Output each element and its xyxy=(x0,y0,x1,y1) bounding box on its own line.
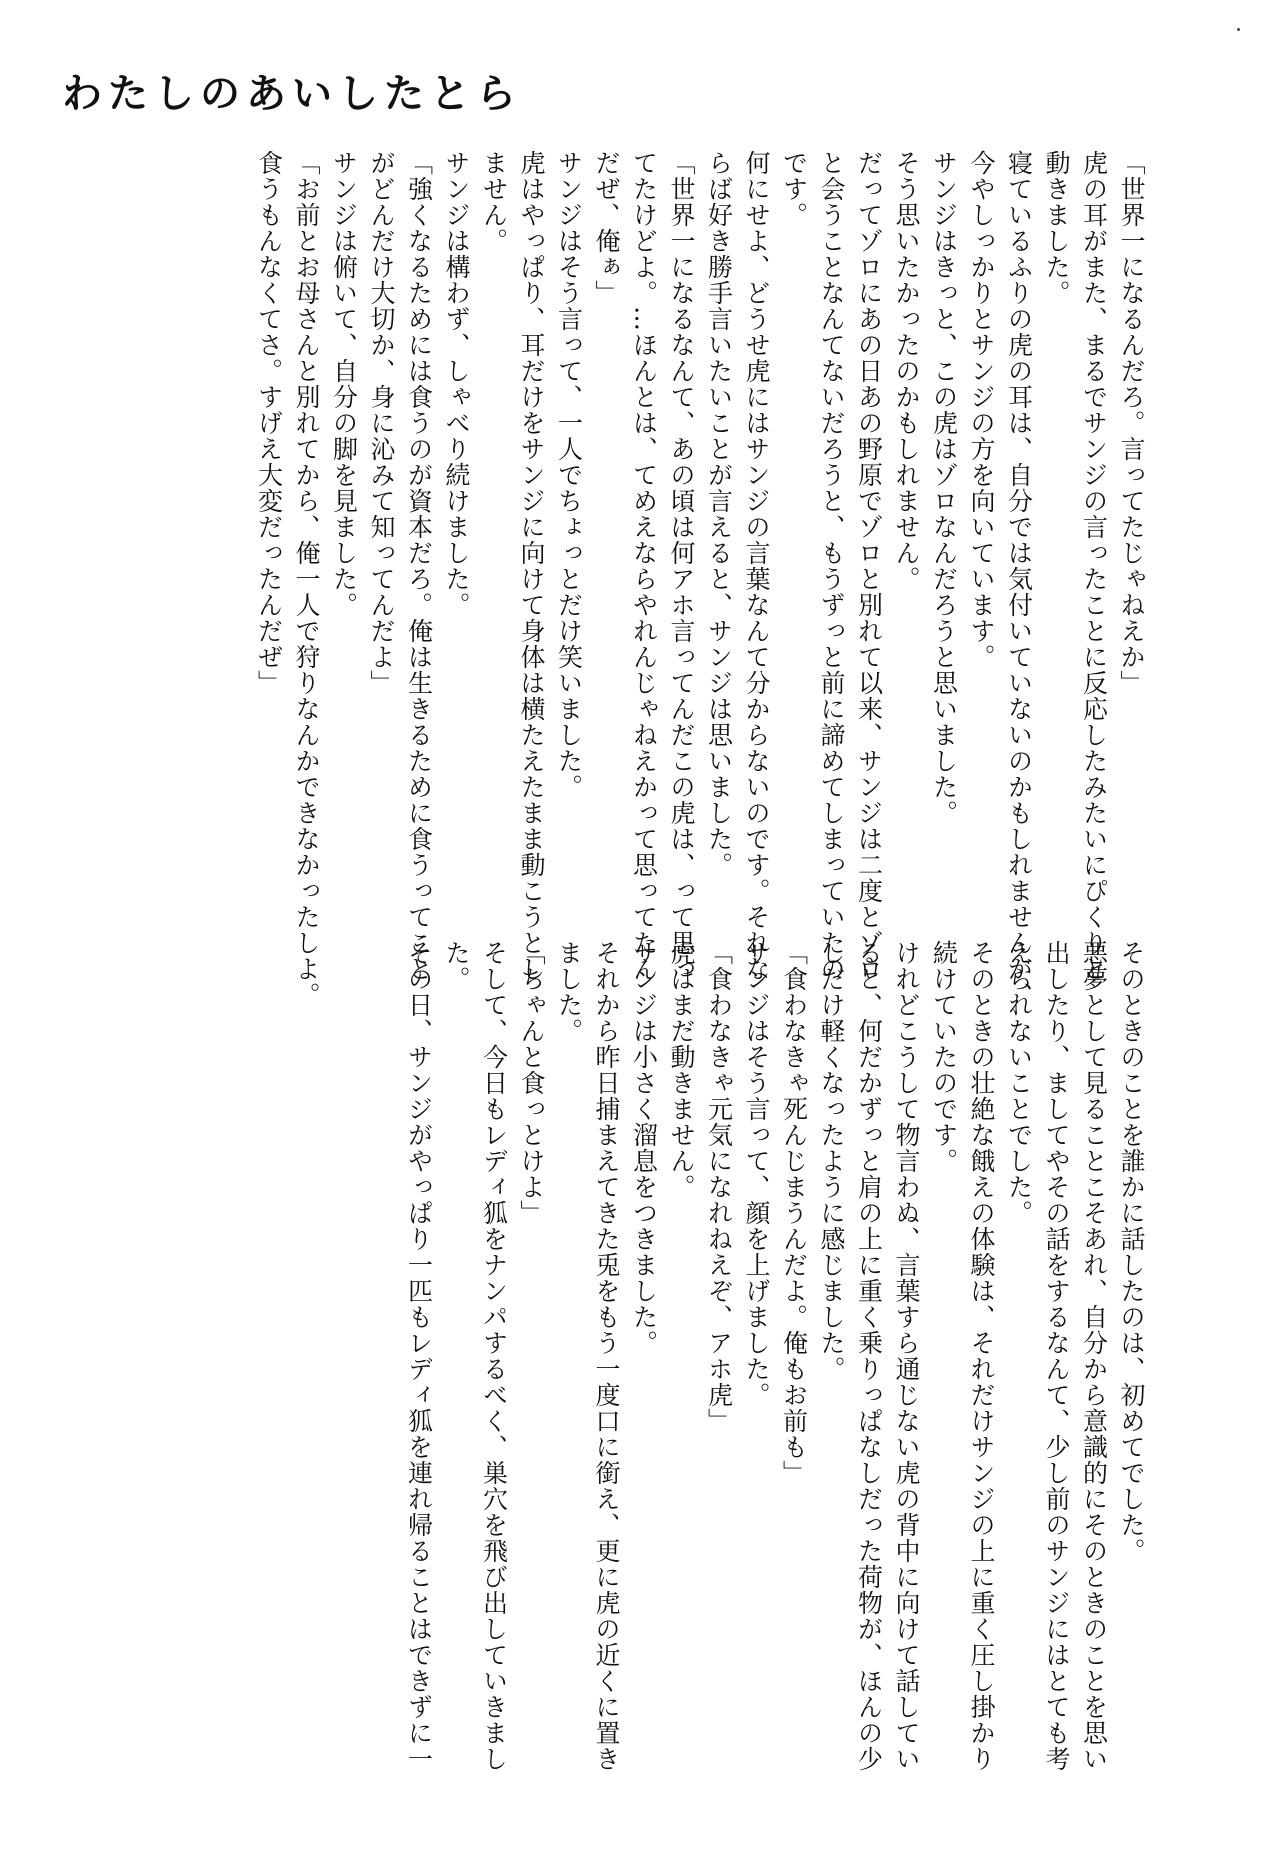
text-line: 「食わなきゃ死んじまうんだよ。俺もお前も」 xyxy=(779,940,809,1486)
text-line: サンジは構わず、しゃべり続けました。 xyxy=(442,150,471,618)
text-line: 「食わなきゃ元気になれねえぞ、アホ虎」 xyxy=(704,940,734,1434)
text-line: 何にせよ、どうせ虎にはサンジの言葉なんて分からないのです。それな xyxy=(742,150,771,982)
text-line: けれどこうして物言わぬ、言葉すら通じない虎の背中に向けて話してい xyxy=(892,940,921,1772)
lower-text-block xyxy=(400,940,1150,1772)
text-line: その日、サンジがやっぱり一匹もレディ狐を連れ帰ることはできずに一 xyxy=(404,940,434,1772)
text-line: 「世界一になるんだろ。言ってたじゃねえか」 xyxy=(1117,150,1146,696)
text-line: 続けていたのです。 xyxy=(929,940,959,1174)
text-line: だってゾロにあの日あの野原でゾロと別れて以来、サンジは二度とゾロ xyxy=(854,150,884,982)
text-line: 虎の耳がまた、まるでサンジの言ったことに反応したみたいにぴくりと xyxy=(1079,150,1109,982)
text-line: た。 xyxy=(442,940,471,992)
text-line: サンジはきっと、この虎はゾロなんだろうと思いました。 xyxy=(929,150,959,826)
text-line: ました。 xyxy=(554,940,584,1044)
text-line: 動きました。 xyxy=(1042,150,1071,306)
text-line: しだけ軽くなったように感じました。 xyxy=(817,940,846,1382)
text-line: それから昨日捕まえてきた兎をもう一度口に銜え、更に虎の近くに置き xyxy=(592,940,621,1772)
text-line: 「強くなるためには食うのが資本だろ。俺は生きるために食うってこと xyxy=(404,150,434,982)
text-line: サンジは小さく溜息をつきました。 xyxy=(629,940,659,1356)
text-line: 「お前とお母さんと別れてから、俺一人で狩りなんかできなかったしよ。 xyxy=(292,150,321,1008)
text-line: そのときの壮絶な餓えの体験は、それだけサンジの上に重く圧し掛かり xyxy=(967,940,996,1772)
text-line: 「世界一になるなんて、あの頃は何アホ言ってんだこの虎は、って思っ xyxy=(667,150,696,982)
text-line: 虎はやっぱり、耳だけをサンジに向けて身体は横たえたまま動こうとし xyxy=(517,150,546,982)
text-line: と会うことなんてないだろうと、もうずっと前に諦めてしまっていたの xyxy=(817,150,846,982)
text-line: 悪夢として見ることこそあれ、自分から意識的にそのときのことを思い xyxy=(1079,940,1109,1772)
text-line: そして、今日もレディ狐をナンパするべく、巣穴を飛び出していきまし xyxy=(479,940,509,1772)
text-line: 今やしっかりとサンジの方を向いています。 xyxy=(967,150,996,670)
page-title: わたしのあいしたとら xyxy=(62,71,522,117)
text-line: 寝ているふりの虎の耳は、自分では気付いていないのかもしれませんが、 xyxy=(1004,150,1034,1008)
page-speck xyxy=(1237,28,1240,31)
text-line: 食うもんなくてさ。すげえ大変だったんだぜ」 xyxy=(254,150,284,696)
text-line: がどんだけ大切か、身に沁みて知ってんだよ」 xyxy=(367,150,396,696)
text-line: サンジは俯いて、自分の脚を見ました。 xyxy=(329,150,359,618)
text-line: らば好き勝手言いたいことが言えると、サンジは思いました。 xyxy=(704,150,734,878)
text-line: ると、何だかずっと肩の上に重く乗りっぱなしだった荷物が、ほんの少 xyxy=(854,940,884,1772)
text-line: 虎はまだ動きません。 xyxy=(667,940,696,1200)
text-line: そのときのことを誰かに話したのは、初めてでした。 xyxy=(1117,940,1146,1564)
text-line: だぜ、俺ぁ」 xyxy=(592,150,621,306)
text-line: ません。 xyxy=(479,150,509,254)
text-line: えられないことでした。 xyxy=(1004,940,1034,1226)
upper-text-block xyxy=(250,150,1150,1008)
text-line: です。 xyxy=(779,150,809,228)
text-line: サンジはそう言って、一人でちょっとだけ笑いました。 xyxy=(554,150,584,800)
text-line: サンジはそう言って、顔を上げました。 xyxy=(742,940,771,1408)
text-line: 「ちゃんと食っとけよ」 xyxy=(517,940,546,1226)
text-line: てたけどよ。…ほんとは、てめえならやれんじゃねえかって思ってたん xyxy=(629,150,659,982)
text-line: そう思いたかったのかもしれません。 xyxy=(892,150,921,592)
text-line: 出したり、ましてやその話をするなんて、少し前のサンジにはとても考 xyxy=(1042,940,1071,1772)
